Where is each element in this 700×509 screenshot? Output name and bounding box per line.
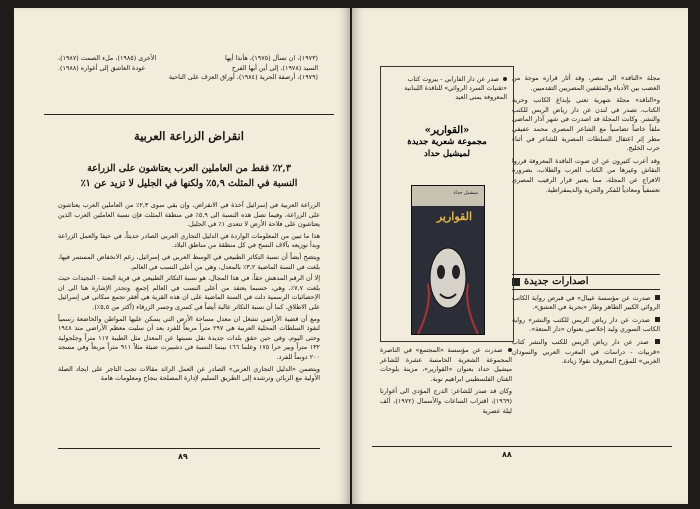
paragraph	[380, 346, 512, 384]
divider	[58, 448, 320, 449]
bullet-icon	[655, 295, 660, 300]
book-cover-image	[411, 185, 485, 335]
cover-author: ميشيل حداد	[453, 190, 478, 196]
paragraph: إلا أن الرقم المدهش حقاً، في هذا المجال، هو نسبة التكاثر الطبيعي في قرية البعنة - النجيدات حيث بلغت ٧,٧٪، وهي، حسبما يعتقد من أعلى النسب في العالم إجمع. وتجدر الإشارة هنا الى ان الإحصائيات الرسمية دلت في السنة الماضية على ان هذه القرية هي أفقر تجمع سكاني في إسرائيل على الاطلاق. كما أن نسبة التكاثر عالية أيضاً في كسرى وجسر الزرقاء (أكثر من ٥,٥٪).	[58, 274, 320, 311]
top-note-text: السيد (١٩٧٨)، إلى أين أيها الفرح	[231, 63, 318, 72]
box-intro	[389, 75, 507, 102]
list-item-text: صدرت عن دار رياض الريس للكتب والنشر» رواية الكاتب السوري وليد إخلاصي بعنوان «دار المتعة».	[512, 315, 660, 334]
bullet-icon	[655, 339, 660, 344]
bullet-icon	[655, 317, 660, 322]
box-intro-text: صدر عن دار الفارابي - بيروت كتاب «تقنيات السرد الروائي» للناقدة اللبنانية المعروفة يمنى العيد	[404, 76, 507, 101]
article-title: انقراض الزراعة العربية	[134, 129, 244, 143]
paragraph: ويتضمن «الدليل التجاري العربي» الصادر عن العمل الزائد مقالات تجب التاجر على ايجاد الصلة الأولية مع الزبائن وترشده إلى الطريق السليم لإدارة المصلحة بنجاح ومعلومات هامة	[58, 364, 320, 383]
cover-title: القوارير	[436, 210, 472, 223]
left-column	[380, 346, 512, 416]
subtitle-line: ٢,٣٪ فقط من العاملين العرب يعتاشون على الزراعة	[87, 163, 291, 174]
paragraph: مجلة «الناقد» الى مصر، وقد أثار قراره موجة من الغضب بين الأدباء والمثقفين المصريين التقدميين.	[512, 74, 660, 92]
top-note-text: الأخرى (١٩٨٥)، ملء الصمت (١٩٨٧)،	[58, 54, 157, 62]
bullet-icon	[508, 348, 512, 352]
paragraph: ومع أن قضية الأراضي تشغل ان معدل مساحة الأرض التي يسكن عليها المواطن والخاضعة رسمياً لنفوذ السلطات المحلية العربية هي ٢٩٧ متراً مربعاً للفرد بعد أن سلبت معظم الأراضي منذ ١٩٤٨ وحتى اليوم، وفي حين حقق بلدات جديدة نقل نسبتها عن المعدل مثل الطيبة ١١٧ متراً وجلجولية ١٣٢ متراً وبير حرا ١٧٥ وعلما ١٦٦ بينما النسبة في دشبيرت ضيئة مثلاً ٩١١ متراً مربعاً وفي مسجد ٢٠٠ دونماً للفرد.	[58, 314, 320, 361]
right-page	[352, 8, 688, 504]
new-releases-section	[512, 274, 660, 370]
top-note-text: (١٩٧٩)، أرصفة الحرية (١٩٨٤)، أوراق العزف على الناحية	[168, 73, 318, 81]
paragraph: الزراعة العربية في إسرائيل آخذة في الانقراض، وإن بقي سوى ٢,٣٪ من العاملين العرب يعتاشون على الزراعة، وفيما تصل هذه النسبة الى ٥,٩٪ في منطقة المثلث فإن نسبة العاملين العرب الذين يعتاشون على فلاحة الأرض لا تتعدى ١٪ في الجليل.	[58, 201, 320, 229]
paragraph: وقد أعرب كثيرون عن ان صوت الناقدة المعروفة قرروا النقاش وغيرها من الكتاب العرب والطلاب، بضرورة الافراج عن المجلة، مما يعتبر قرار الرقيب المصري تعسفياً ومعادياً للفكر والحرية والديمقراطية.	[512, 156, 660, 194]
subtitle-line: النسبة في المثلث ٥,٩٪ ولكنها في الجليل لا تزيد عن ١٪	[80, 178, 298, 189]
page-number: ٨٩	[178, 452, 188, 461]
section-heading	[512, 274, 660, 290]
list-item-text: صدرت عن مؤسسة عيبال» في قبرص رواية الكاتب الروائي الكبير الطاهر وطار «بحرية في العشق».	[512, 293, 660, 312]
bullet-icon	[503, 77, 507, 81]
right-column	[512, 74, 660, 198]
section-title: اصدارات جديدة	[524, 276, 589, 287]
book-author: لميشيل حداد	[424, 149, 470, 159]
book-subtitle: مجموعة شعرية جديدة	[407, 137, 487, 147]
list-item	[512, 316, 660, 335]
book-announcement-box	[380, 66, 514, 342]
list-item-text: صدر عن دار رياض الريس للكتب والنشر كتاب «قربيات - دراسات في المغرب العربي والسودان الغربي» للمؤرخ المعروف نقولا زيادة.	[512, 337, 660, 366]
article-body	[58, 201, 320, 386]
list-item	[512, 294, 660, 313]
paragraph: و«الناقد» مجلة شهرية تعنى بإبداع الكاتب وحرية الكتاب، تصدر في لندن عن دار رياض الريس للكتب والنشر. وكانت المجلة قد اصدرت في شهر آذار الماضي ملفاً خاصاً تضامنياً مع الشاعر المصري محمد عفيفي مطر إثر اعتقال السلطات المصرية للشاعر في أثناء حرب الخليج.	[512, 96, 660, 153]
paragraph: هذا ما تبين من المعلومات الواردة في الدليل التجاري العربي الصادر حديثاً، في حيفا والعمل الزراعة وبدأ توزيعه بآلاف النسخ في كل منطقة من مناطق البلاد.	[58, 231, 320, 250]
left-page	[14, 8, 350, 504]
top-note-text: (١٩٧٣)، ان تسأل (١٩٧٥)، هأنذا أيها	[225, 54, 318, 62]
page-number: ٨٨	[502, 450, 512, 459]
top-note	[58, 54, 318, 83]
divider	[44, 114, 334, 115]
paragraph: وكان قد صدر للشاعر: الدرج المؤدي الى أغوارنا (١٩٦٩)، اقتراب الساعات والأسمال (١٩٧٢)، ألف ليلة عصرية	[380, 387, 512, 415]
paragraph: ويتضح أيضاً أن نسبة التكاثر الطبيعي في الوسط العربي في إسرائيل، رغم الانخفاض المستمر فيها، بلغت في السنة الماضية ٣,٢٪ بالمعدل، وهي من أعلى النسب في العالم.	[58, 252, 320, 271]
list-item	[512, 338, 660, 367]
book-title: «القوارير»	[424, 125, 470, 136]
paragraph-text: صدرت عن مؤسسة «المجتمع» في الناصرة المجموعة الشعرية الخامسة عشرة للشاعر ميشيل حداد بعنوان «القوارير»، مزينة بلوحات الفنان الفلسطيني ابراهيم نوبة.	[380, 346, 512, 383]
article-subtitle	[58, 161, 320, 191]
book-heading	[381, 125, 513, 160]
top-note-text: عودة العاشق إلى أغواره (١٩٨٨).	[58, 63, 146, 72]
divider	[372, 446, 672, 447]
cover-art-icon	[412, 186, 484, 334]
release-list	[512, 294, 660, 367]
